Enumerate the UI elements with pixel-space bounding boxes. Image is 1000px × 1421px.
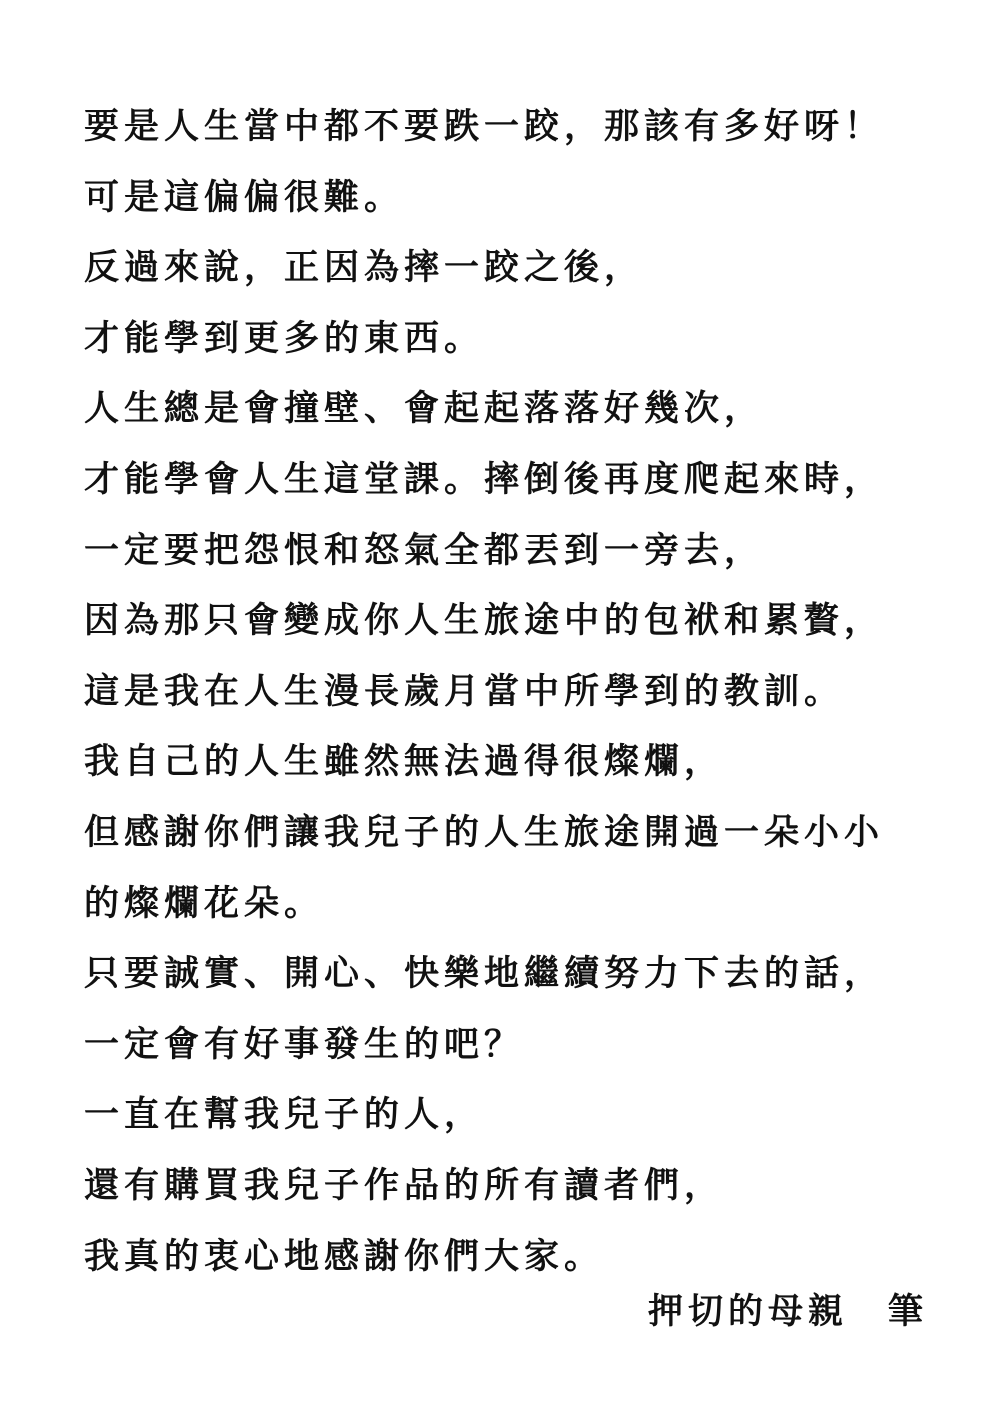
letter-line: 這是我在人生漫長歲月當中所學到的教訓。 — [84, 670, 845, 712]
letter-line: 只要誠實、開心、快樂地繼續努力下去的話， — [84, 953, 885, 995]
letter-signature: 押切的母親 筆 — [647, 1291, 928, 1332]
letter-line: 才能學會人生這堂課。摔倒後再度爬起來時， — [84, 458, 885, 500]
letter-line: 一定會有好事發生的吧？ — [84, 1023, 525, 1065]
letter-line: 才能學到更多的東西。 — [84, 317, 485, 359]
letter-line: 一直在幫我兒子的人， — [84, 1094, 485, 1136]
letter-line: 要是人生當中都不要跌一跤，那該有多好呀！ — [84, 106, 885, 147]
letter-line: 還有購買我兒子作品的所有讀者們， — [84, 1164, 725, 1206]
letter-line: 的燦爛花朵。 — [84, 882, 325, 924]
letter-line: 但感謝你們讓我兒子的人生旅途開過一朵小小 — [84, 811, 885, 853]
letter-line: 因為那只會變成你人生旅途中的包袱和累贅， — [84, 600, 885, 642]
letter-line: 可是這偏偏很難。 — [84, 176, 405, 218]
letter-line: 人生總是會撞壁、會起起落落好幾次， — [84, 388, 765, 430]
letter-line: 我自己的人生雖然無法過得很燦爛， — [84, 741, 725, 783]
letter-line: 反過來說，正因為摔一跤之後， — [84, 247, 645, 289]
letter-line: 一定要把怨恨和怒氣全都丟到一旁去， — [84, 529, 765, 571]
letter-body — [84, 92, 924, 1292]
letter-line: 我真的衷心地感謝你們大家。 — [84, 1235, 605, 1277]
